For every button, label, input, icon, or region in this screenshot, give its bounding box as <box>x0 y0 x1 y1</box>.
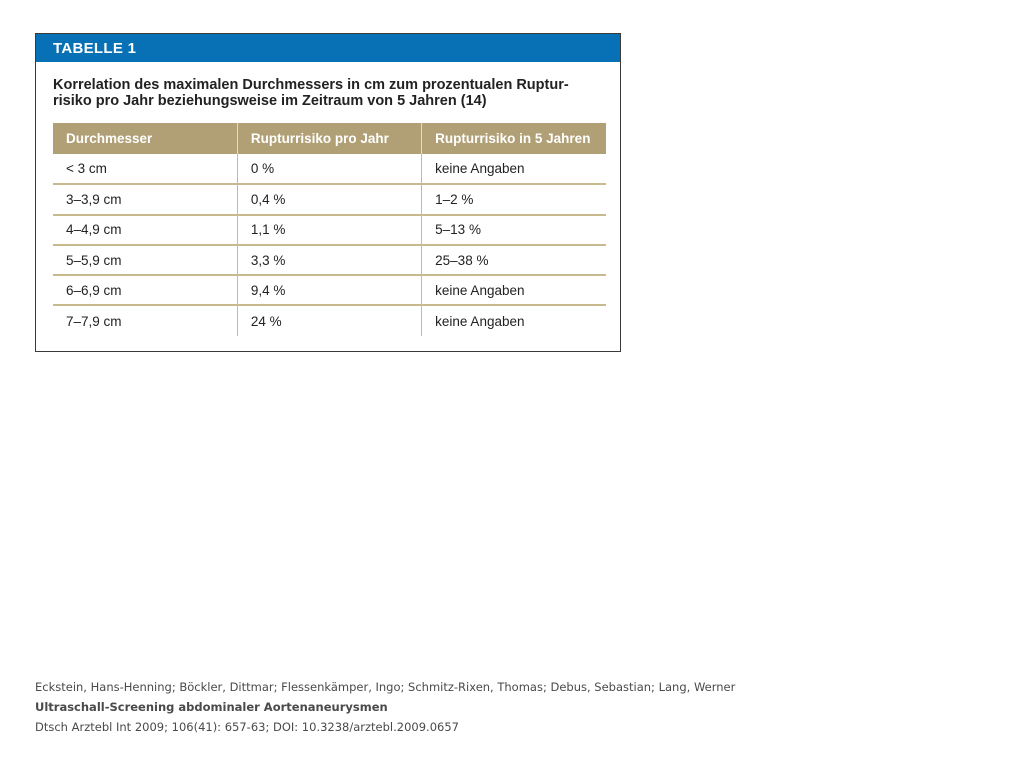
table-cell: 1,1 % <box>237 215 421 245</box>
table-label: TABELLE 1 <box>36 34 620 62</box>
table-row <box>53 275 606 305</box>
table-cell: 4–4,9 cm <box>53 215 237 245</box>
table-cell: keine Angaben <box>422 154 606 184</box>
table-cell: 6–6,9 cm <box>53 275 237 305</box>
table-cell: 7–7,9 cm <box>66 313 122 329</box>
table-cell: keine Angaben <box>422 305 606 335</box>
table-cell: < 3 cm <box>53 154 237 184</box>
table-row <box>53 184 606 214</box>
table-cell: 1–2 % <box>422 184 606 214</box>
table-cell: 0 % <box>237 154 421 184</box>
table-row <box>53 305 606 335</box>
citation <box>35 677 735 737</box>
table-caption: Korrelation des maximalen Durchmessers in cm zum prozentualen Ruptur-risiko pro Jahr beziehungsweise im Zeitraum von 5 Jahren (14) <box>53 77 569 109</box>
table-cell: 5–5,9 cm <box>53 245 237 275</box>
table-cell: 9,4 % <box>237 275 421 305</box>
column-header-risk-5-years: Rupturrisiko in 5 Jahren <box>422 123 606 154</box>
table-cell: 24 % <box>237 305 421 335</box>
column-header-diameter: Durchmesser <box>53 123 237 154</box>
citation-source: Dtsch Arztebl Int 2009; 106(41): 657-63; DOI: 10.3238/arztebl.2009.0657 <box>35 720 459 734</box>
table-cell: 0,4 % <box>237 184 421 214</box>
citation-title: Ultraschall-Screening abdominaler Aortenaneurysmen <box>35 700 388 714</box>
table-row <box>53 245 606 275</box>
table-row <box>53 215 606 245</box>
table-cell: 3–3,9 cm <box>53 184 237 214</box>
table-cell: 3,3 % <box>237 245 421 275</box>
citation-authors: Eckstein, Hans-Henning; Böckler, Dittmar; Flessenkämper, Ingo; Schmitz-Rixen, Thomas; Debus, Sebastian; Lang, Werner <box>35 680 736 694</box>
table-figure <box>35 33 621 352</box>
table-header-row <box>53 123 606 154</box>
column-header-risk-per-year: Rupturrisiko pro Jahr <box>237 123 421 154</box>
table-cell: 25–38 % <box>422 245 606 275</box>
table-row <box>53 154 606 184</box>
table-cell: keine Angaben <box>422 275 606 305</box>
table-cell: 5–13 % <box>422 215 606 245</box>
data-table <box>53 123 606 336</box>
